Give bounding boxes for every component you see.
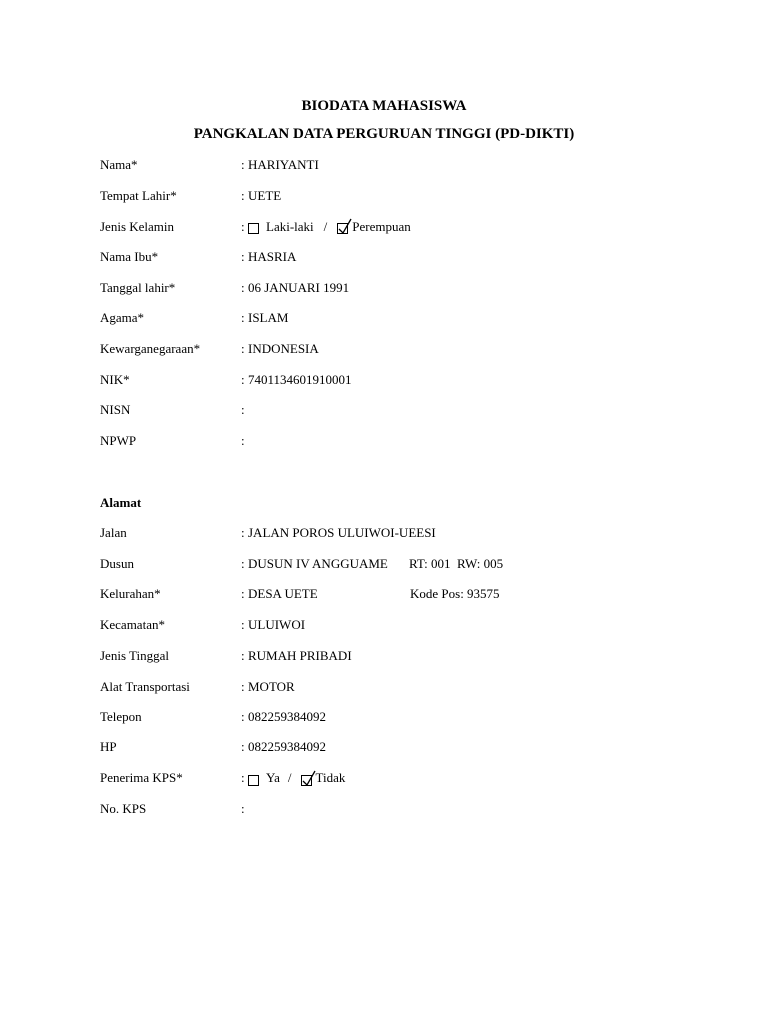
gender-options [248, 219, 411, 235]
option-label-laki-laki: Laki-laki [266, 219, 314, 234]
field-label: Nama* [100, 157, 138, 172]
colon: : [241, 525, 245, 540]
option-label-tidak: Tidak [315, 770, 346, 785]
colon: : [241, 219, 245, 234]
field-value: 082259384092 [248, 709, 326, 724]
field-label: NPWP [100, 433, 137, 448]
field-label: Jenis Kelamin [100, 219, 175, 234]
field-label: Tanggal lahir* [100, 280, 176, 295]
field-value: HARIYANTI [248, 157, 319, 172]
colon: : [241, 402, 245, 417]
field-value: 082259384092 [248, 739, 326, 754]
option-label-perempuan: Perempuan [352, 219, 411, 234]
option-separator: / [323, 219, 328, 234]
section-heading-alamat: Alamat [100, 495, 142, 510]
field-label: Alat Transportasi [100, 679, 190, 694]
kode-pos-value: Kode Pos: 93575 [410, 586, 500, 601]
field-label: Kecamatan* [100, 617, 165, 632]
checkmark-icon [337, 218, 353, 236]
field-label: Dusun [100, 556, 134, 571]
colon: : [241, 586, 245, 601]
colon: : [241, 648, 245, 663]
option-separator: / [287, 770, 292, 785]
field-label: HP [100, 739, 117, 754]
field-value: MOTOR [248, 679, 295, 694]
field-label: Kewarganegaraan* [100, 341, 201, 356]
field-label: Jalan [100, 525, 127, 540]
field-label: Tempat Lahir* [100, 188, 177, 203]
field-label: NISN [100, 402, 131, 417]
colon: : [241, 157, 245, 172]
colon: : [241, 249, 245, 264]
colon: : [241, 372, 245, 387]
colon: : [241, 770, 245, 785]
colon: : [241, 556, 245, 571]
field-label: Penerima KPS* [100, 770, 183, 785]
checkmark-icon [301, 770, 317, 788]
colon: : [241, 188, 245, 203]
field-value: JALAN POROS ULUIWOI-UEESI [248, 525, 436, 540]
field-value: DESA UETE [248, 586, 318, 601]
colon: : [241, 739, 245, 754]
checkbox-perempuan[interactable] [337, 223, 348, 234]
colon: : [241, 433, 245, 448]
field-label: Nama Ibu* [100, 249, 159, 264]
colon: : [241, 280, 245, 295]
field-label: Kelurahan* [100, 586, 161, 601]
document-title: BIODATA MAHASISWA [301, 98, 467, 114]
field-value: HASRIA [248, 249, 297, 264]
field-label: No. KPS [100, 801, 147, 816]
colon: : [241, 341, 245, 356]
colon: : [241, 310, 245, 325]
field-value: UETE [248, 188, 282, 203]
rt-rw-value: RT: 001 RW: 005 [409, 556, 504, 571]
kps-options [248, 770, 345, 786]
field-label: Telepon [100, 709, 142, 724]
field-value: 06 JANUARI 1991 [248, 280, 350, 295]
field-label: Jenis Tinggal [100, 648, 169, 663]
field-value: INDONESIA [248, 341, 319, 356]
checkbox-tidak[interactable] [301, 775, 312, 786]
field-value: RUMAH PRIBADI [248, 648, 352, 663]
document-subtitle: PANGKALAN DATA PERGURUAN TINGGI (PD-DIKTI) [193, 126, 575, 142]
colon: : [241, 679, 245, 694]
option-label-ya: Ya [266, 770, 280, 785]
field-value: ULUIWOI [248, 617, 306, 632]
field-label: NIK* [100, 372, 130, 387]
colon: : [241, 709, 245, 724]
field-value: ISLAM [248, 310, 289, 325]
field-label: Agama* [100, 310, 145, 325]
field-value: DUSUN IV ANGGUAME [248, 556, 388, 571]
colon: : [241, 617, 245, 632]
colon: : [241, 801, 245, 816]
field-value: 7401134601910001 [248, 372, 352, 387]
checkbox-laki-laki[interactable] [248, 223, 259, 234]
checkbox-ya[interactable] [248, 775, 259, 786]
